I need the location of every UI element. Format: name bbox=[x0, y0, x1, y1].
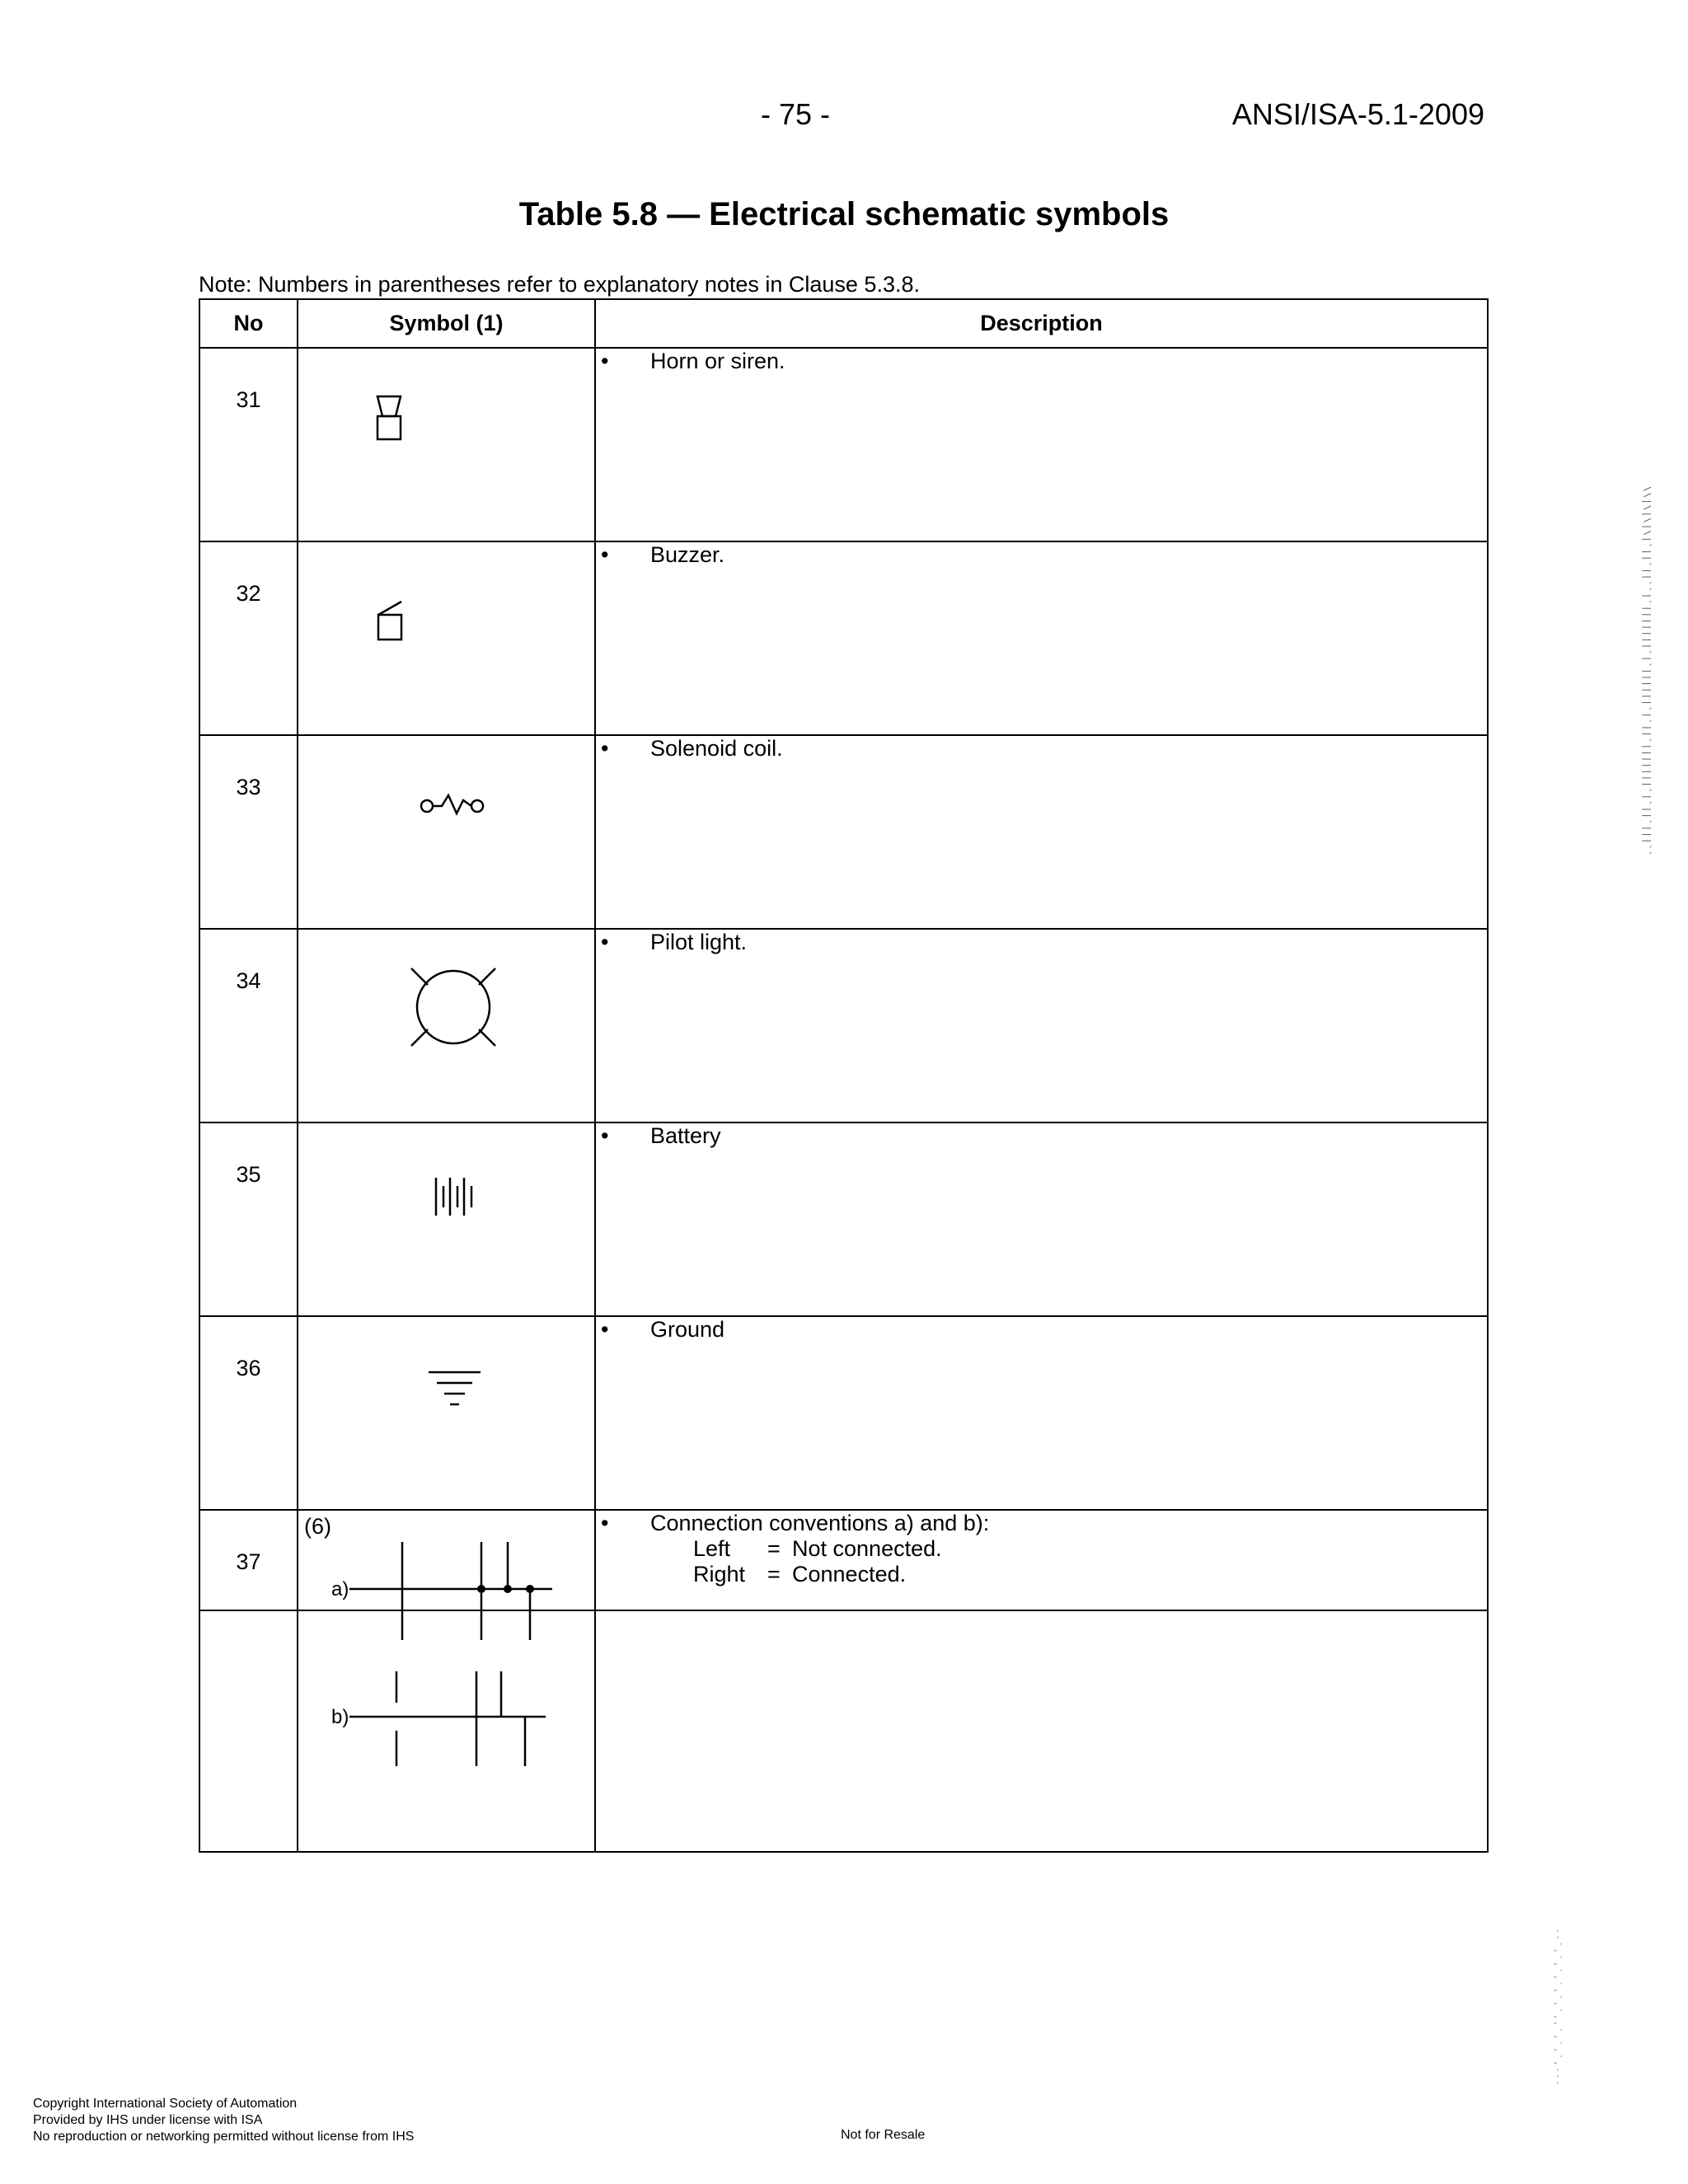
margin-watermark: \\|\|\|\|`||`||``|`|||||||`|`||||||`|`||`|||||||`|`||`|||`` bbox=[1642, 486, 1653, 857]
description-text: Ground bbox=[650, 1317, 725, 1342]
symbol-cell bbox=[298, 541, 595, 735]
table-header-row bbox=[199, 299, 1488, 348]
description-text: Horn or siren. bbox=[650, 349, 785, 373]
table-row bbox=[199, 1122, 1488, 1316]
column-header-symbol: Symbol (1) bbox=[298, 299, 595, 348]
bullet-icon: • bbox=[601, 1123, 609, 1148]
description-cell bbox=[595, 735, 1488, 929]
table-row bbox=[199, 1316, 1488, 1510]
label-b: b) bbox=[331, 1706, 349, 1728]
table-row bbox=[199, 929, 1488, 1122]
solenoid-coil-icon bbox=[298, 736, 596, 889]
table-note: Note: Numbers in parentheses refer to explanatory notes in Clause 5.3.8. bbox=[199, 272, 920, 297]
row-number: 32 bbox=[199, 541, 298, 735]
description-text: Connection conventions a) and b): bbox=[650, 1511, 990, 1535]
symbols-table bbox=[199, 298, 1489, 1853]
pilot-light-icon bbox=[298, 930, 596, 1083]
table-row bbox=[199, 1510, 1488, 1852]
row-number: 34 bbox=[199, 929, 298, 1122]
table-row bbox=[199, 348, 1488, 541]
column-header-description: Description bbox=[595, 299, 1488, 348]
battery-icon bbox=[298, 1123, 596, 1277]
bullet-icon: • bbox=[601, 736, 609, 761]
bullet-icon: • bbox=[601, 1317, 609, 1342]
symbol-cell bbox=[298, 929, 595, 1122]
bullet-icon: • bbox=[601, 349, 609, 373]
description-text: Solenoid coil. bbox=[650, 736, 783, 761]
page-number: - 75 - bbox=[760, 97, 831, 131]
ground-icon bbox=[298, 1317, 596, 1470]
connection-details bbox=[596, 1536, 1487, 1587]
column-header-no: No bbox=[199, 299, 298, 348]
row-number: 36 bbox=[199, 1316, 298, 1510]
row-number: 35 bbox=[199, 1122, 298, 1316]
footer-line: Provided by IHS under license with ISA bbox=[33, 2113, 263, 2127]
footer-line: Copyright International Society of Automation bbox=[33, 2097, 298, 2111]
symbol-note: (6) bbox=[304, 1514, 331, 1539]
description-cell bbox=[595, 348, 1488, 541]
horn-or-siren-icon bbox=[298, 349, 596, 502]
description-cell bbox=[595, 1510, 1488, 1852]
bullet-icon: • bbox=[601, 1511, 609, 1535]
description-text: Buzzer. bbox=[650, 542, 725, 567]
bullet-icon: • bbox=[601, 542, 609, 567]
row-number: 31 bbox=[199, 348, 298, 541]
symbol-cell bbox=[298, 1510, 595, 1852]
symbol-cell bbox=[298, 348, 595, 541]
description-cell bbox=[595, 541, 1488, 735]
margin-watermark-lower: --`,`,`,`,`,`,,`,`,`,--- bbox=[1553, 1929, 1562, 2088]
bullet-icon: • bbox=[601, 930, 609, 954]
description-cell bbox=[595, 929, 1488, 1122]
table-title: Table 5.8 — Electrical schematic symbols bbox=[518, 196, 1170, 232]
junction-dot bbox=[526, 1585, 534, 1593]
junction-dot bbox=[477, 1585, 485, 1593]
description-cell bbox=[595, 1122, 1488, 1316]
symbol-cell bbox=[298, 735, 595, 929]
row-number: 37 bbox=[199, 1510, 298, 1852]
row-number: 33 bbox=[199, 735, 298, 929]
table-row bbox=[199, 541, 1488, 735]
junction-dot bbox=[504, 1585, 512, 1593]
detail-right: Right = Connected. bbox=[693, 1562, 907, 1586]
detail-left: Left = Not connected. bbox=[693, 1536, 942, 1561]
label-a: a) bbox=[331, 1578, 349, 1601]
connection-conventions-icon bbox=[298, 1511, 596, 1812]
description-text: Pilot light. bbox=[650, 930, 748, 954]
bottom-rule bbox=[199, 1610, 1487, 1611]
footer-copyright bbox=[33, 2096, 414, 2145]
document-id: ANSI/ISA-5.1-2009 bbox=[1231, 97, 1484, 131]
symbol-cell bbox=[298, 1316, 595, 1510]
symbol-cell bbox=[298, 1122, 595, 1316]
description-cell bbox=[595, 1316, 1488, 1510]
footer-not-for-resale: Not for Resale bbox=[841, 2128, 926, 2142]
table-row bbox=[199, 735, 1488, 929]
buzzer-icon bbox=[298, 542, 596, 696]
footer-line: No reproduction or networking permitted without license from IHS bbox=[33, 2130, 415, 2144]
description-text: Battery bbox=[650, 1123, 721, 1148]
